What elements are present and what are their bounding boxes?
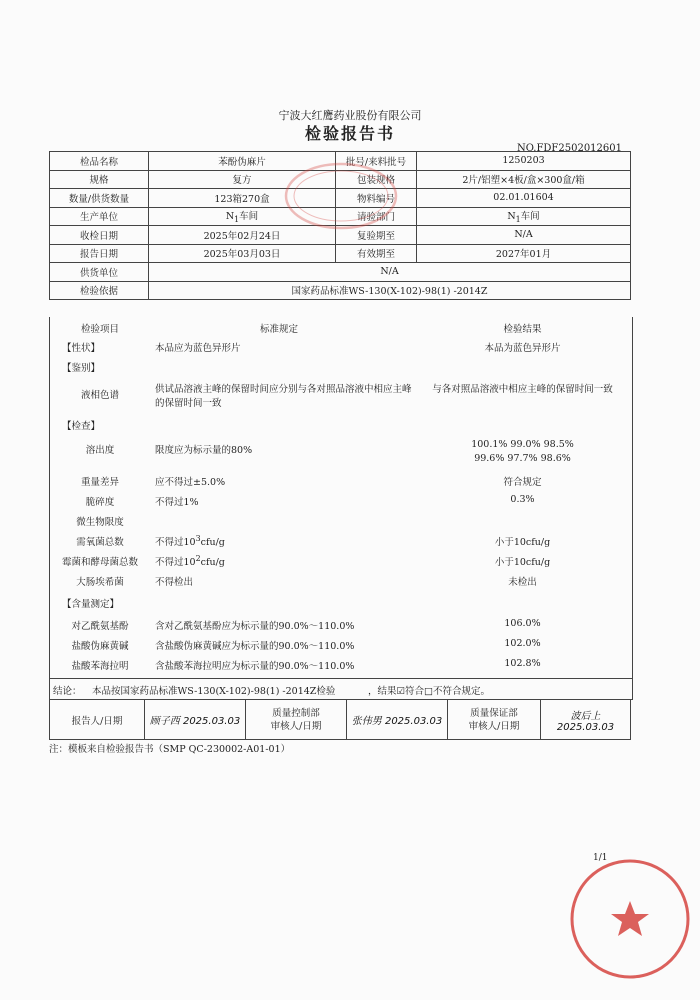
dissolution-result-line-1: 100.1% 99.0% 98.5%: [471, 439, 574, 450]
qc-signature: 张伟男 2025.03.03: [347, 700, 448, 740]
report-title: 检验报告书: [304, 124, 395, 143]
document-number: NO.FDF2502012601: [516, 143, 622, 154]
producer-label: 生产单位: [50, 207, 149, 226]
friability-standard: 不得过1%: [155, 497, 199, 508]
spec-value: 复方: [149, 170, 336, 189]
basis-value: 国家药品标准WS-130(X-102)-98(1) -2014Z: [149, 281, 631, 300]
company-name: 宁波大红鹰药业股份有限公司: [278, 109, 422, 122]
col-item-header: 检验项目: [80, 324, 119, 335]
qty-value: 123箱270盒: [149, 189, 336, 208]
reporter-signature: 顾子西 2025.03.03: [145, 700, 246, 740]
table-row: [50, 700, 631, 740]
batch-label: 批号/来料批号: [336, 152, 417, 171]
apap-result: 106.0%: [504, 618, 541, 629]
ecoli-standard: 不得检出: [155, 577, 194, 588]
apap-item: 对乙酰氨基酚: [71, 621, 129, 632]
requester-value: $N_1$车间: [417, 207, 631, 226]
supplier-value: N/A: [149, 263, 631, 282]
section-identify: 【鉴别】: [62, 363, 101, 374]
section-assay: 【含量测定】: [62, 599, 120, 610]
package-label: 包装规格: [336, 170, 417, 189]
pse-standard: 含盐酸伪麻黄碱应为标示量的90.0%～110.0%: [155, 641, 355, 652]
material-code-value: 02.01.01604: [417, 189, 631, 208]
col-standard-header: 标准规定: [260, 324, 299, 335]
retest-value: N/A: [417, 226, 631, 245]
mold-item: 霉菌和酵母菌总数: [61, 557, 138, 568]
conclusion-label: 结论：: [53, 686, 82, 697]
dissolution-item: 溶出度: [85, 445, 115, 456]
friability-item: 脆碎度: [85, 497, 115, 508]
pse-result: 102.0%: [504, 638, 541, 649]
signature-table: [49, 699, 631, 740]
hplc-item: 液相色谱: [80, 390, 119, 401]
qty-label: 数量/供货数量: [50, 189, 149, 208]
table-row: [50, 263, 631, 282]
producer-value: $N_1$车间: [149, 207, 336, 226]
dph-standard: 含盐酸苯海拉明应为标示量的90.0%～110.0%: [155, 661, 355, 672]
test-results-section: [49, 317, 633, 678]
reporter-label: 报告人/日期: [50, 700, 145, 740]
receive-date-value: 2025年02月24日: [149, 226, 336, 245]
micro-item: 微生物限度: [76, 517, 124, 528]
requester-label: 请验部门: [336, 207, 417, 226]
qa-label: 质量保证部 审核人/日期: [448, 700, 541, 740]
expiry-value: 2027年01月: [417, 244, 631, 263]
mold-result: 小于10cfu/g: [494, 557, 551, 568]
aerobic-item: 需氧菌总数: [76, 537, 124, 548]
expiry-label: 有效期至: [336, 244, 417, 263]
mold-standard: 不得过$10^2cfu/g$: [155, 554, 225, 569]
dissolution-result-line-2: 99.6% 97.7% 98.6%: [474, 453, 571, 464]
col-result-header: 检验结果: [503, 324, 542, 335]
weight-result: 符合规定: [503, 477, 542, 488]
report-date-value: 2025年03月03日: [149, 244, 336, 263]
qa-signature: 波后上 2025.03.03: [541, 700, 631, 740]
ecoli-result: 未检出: [508, 577, 537, 588]
conclusion-result: ，结果☑符合□不符合规定。: [368, 686, 490, 697]
product-name-label: 检品名称: [50, 152, 149, 171]
weight-standard: 应不得过±5.0%: [155, 477, 226, 488]
section-appearance: 【性状】: [62, 343, 101, 354]
product-name-value: 苯酚伪麻片: [149, 152, 336, 171]
appearance-standard: 本品应为蓝色异形片: [155, 343, 241, 354]
table-row: [50, 244, 631, 263]
hplc-standard: 供试品溶液主峰的保留时间应分别与各对照品溶液中相应主峰的保留时间一致: [155, 384, 412, 409]
friability-result: 0.3%: [510, 494, 535, 505]
inspection-stamp-icon: [282, 160, 400, 232]
pse-item: 盐酸伪麻黄碱: [71, 641, 129, 652]
retest-label: 复验期至: [336, 226, 417, 245]
spec-label: 规格: [50, 170, 149, 189]
conclusion-text: 本品按国家药品标准WS-130(X-102)-98(1) -2014Z检验: [92, 686, 336, 697]
dph-item: 盐酸苯海拉明: [71, 661, 129, 672]
apap-standard: 含对乙酰氨基酚应为标示量的90.0%～110.0%: [155, 621, 355, 632]
dph-result: 102.8%: [504, 658, 541, 669]
qc-label: 质量控制部 审核人/日期: [246, 700, 347, 740]
weight-item: 重量差异: [80, 477, 119, 488]
appearance-result: 本品为蓝色异形片: [484, 343, 561, 354]
hplc-result: 与各对照品溶液中相应主峰的保留时间一致: [432, 384, 613, 395]
dissolution-result: [420, 438, 625, 466]
material-code-label: 物料编号: [336, 189, 417, 208]
conclusion-row: [49, 678, 633, 700]
batch-value: 1250203: [417, 152, 631, 171]
template-note: 注：模板来自检验报告书（SMP QC-230002-A01-01）: [49, 744, 291, 755]
report-date-label: 报告日期: [50, 244, 149, 263]
company-seal-icon: [568, 857, 692, 981]
receive-date-label: 收检日期: [50, 226, 149, 245]
dissolution-standard: 限度应为标示量的80%: [155, 445, 253, 456]
package-value: 2片/铝塑×4板/盒×300盒/箱: [417, 170, 631, 189]
page-number: 1/1: [593, 853, 608, 863]
aerobic-result: 小于10cfu/g: [494, 537, 551, 548]
supplier-label: 供货单位: [50, 263, 149, 282]
ecoli-item: 大肠埃希菌: [76, 577, 124, 588]
table-row: [50, 281, 631, 300]
section-check: 【检查】: [62, 421, 101, 432]
basis-label: 检验依据: [50, 281, 149, 300]
aerobic-standard: 不得过$10^3cfu/g$: [155, 534, 225, 549]
